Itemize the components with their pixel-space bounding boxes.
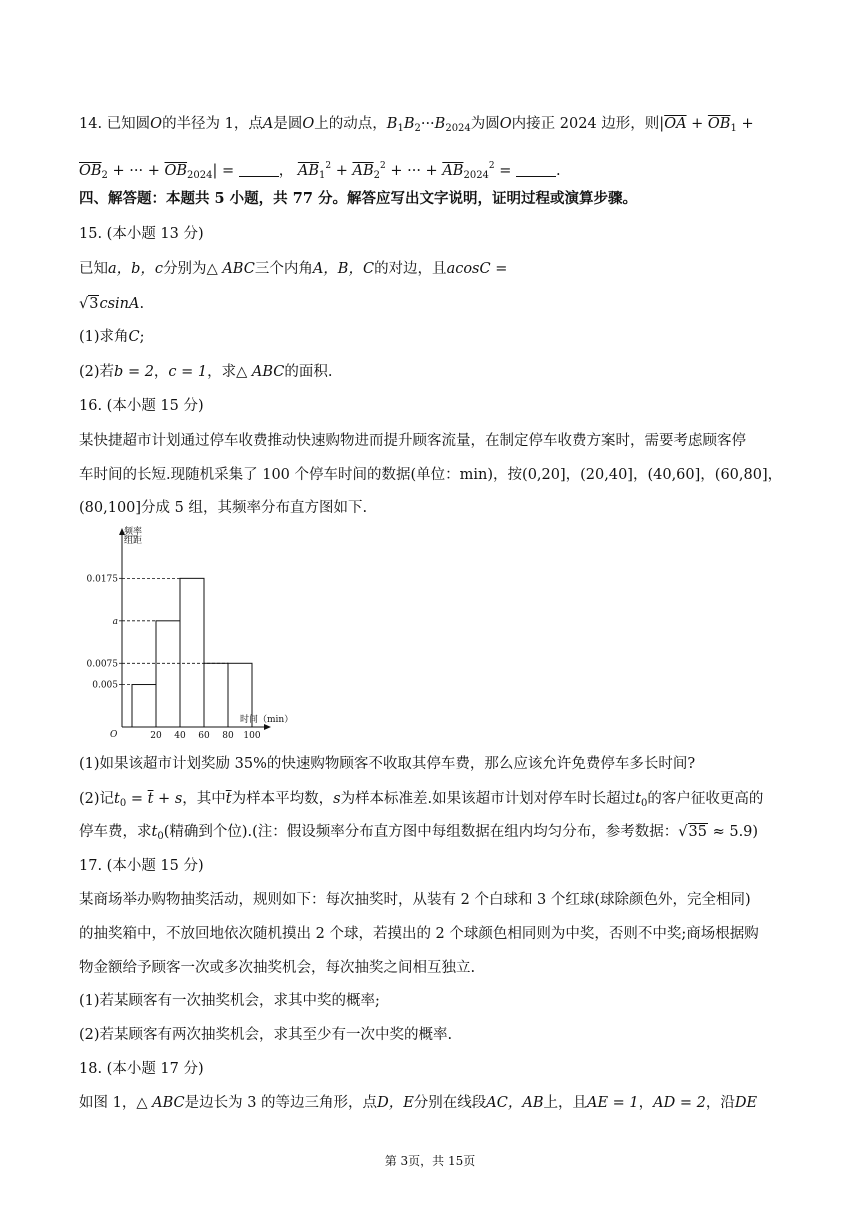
x-tick-label: 60 [198,731,210,741]
q16-part-2: (2)记$t_0 = \overline{t} + s$，其中$\overline{t}$为样本平均数，s为样本标准差.如果该超市计划对停车时长超过$t_0$的客户征收更高的 [79,791,764,809]
q16-line-5: 停车费，求$t_0$(精确到个位).(注：假设频率分布直方图中每组数据在组内均匀分布，参考数据：√35 ≈ 5.9) [79,824,759,842]
histogram-bar [180,578,204,727]
q18-line-1: 如图 1，△ ABC是边长为 3 的等边三角形，点D，E分别在线段AC，AB上，且AE = 1，AD = 2，沿DE [79,1095,758,1111]
page-footer: 第 3页，共 15页 [384,1154,476,1168]
histogram-axes [110,525,293,740]
x-tick-label: 100 [243,731,261,741]
q17-line-3: 物金额给予顾客一次或多次抽奖机会，每次抽奖之间相互独立. [79,960,476,976]
q17-heading: 17. (本小题 15 分) [79,858,204,874]
q15-part-2: (2)若b = 2，c = 1，求△ ABC的面积. [79,364,333,380]
q15-line-1: 已知a，b，c分别为△ ABC三个内角A，B，C的对边，且acosC = [79,261,508,277]
q16-line-3: (80,100]分成 5 组，其频率分布直方图如下. [79,500,368,516]
q17-line-1: 某商场举办购物抽奖活动，规则如下：每次抽奖时，从装有 2 个白球和 3 个红球(球除颜色外，完全相同) [79,892,751,908]
answer-blank-1 [239,162,279,177]
q16-line-2: 车时间的长短.现随机采集了 100 个停车时间的数据(单位：min)，按(0,20]，(20,40]，(40,60]，(60,80]， [79,467,783,483]
origin-label: O [110,730,118,740]
x-axis-label: 时间（min） [240,715,294,725]
section-heading: 四、解答题：本题共 5 小题，共 77 分。解答应写出文字说明，证明过程或演算步骤。 [79,190,637,207]
q15-part-1: (1)求角C; [79,329,145,345]
q16-heading: 16. (本小题 15 分) [79,398,204,414]
x-tick-label: 20 [150,731,162,741]
q14-line-2: $\overline{OB}_2$ + ··· + $\overline{OB}_{2024}|$ = ， $\overline{AB}_1^2 + \overline{AB}_2^2$ + ··· + $\overline{AB}_{2024}^2$ = . [79,161,561,181]
histogram-bar [204,663,228,727]
answer-blank-2 [516,162,556,177]
q17-part-2: (2)若某顾客有两次抽奖机会，求其至少有一次中奖的概率. [79,1027,453,1043]
histogram-bar [132,685,156,727]
q18-heading: 18. (本小题 17 分) [79,1061,204,1077]
y-tick-label: 0.0075 [86,659,118,670]
x-tick-label: 80 [222,731,234,741]
x-tick-label: 40 [174,731,186,741]
y-label-bottom: 组距 [124,536,143,546]
histogram-bar [156,621,180,727]
y-tick-label: 0.0175 [86,574,118,585]
histogram-bars [87,574,261,741]
y-label-top: 频率 [124,527,143,537]
q16-line-1: 某快捷超市计划通过停车收费推动快速购物进而提升顾客流量，在制定停车收费方案时，需要考虑顾客停 [79,433,746,449]
q17-part-1: (1)若某顾客有一次抽奖机会，求其中奖的概率; [79,993,380,1009]
y-tick-label: a [112,616,118,627]
frequency-histogram [86,522,302,742]
q16-part-1: (1)如果该超市计划奖励 35%的快速购物顾客不收取其停车费，那么应该允许免费停车多长时间? [79,756,696,772]
y-tick-label: 0.005 [92,680,118,691]
q15-line-2: √3csinA. [79,296,145,312]
q17-line-2: 的抽奖箱中，不放回地依次随机摸出 2 个球，若摸出的 2 个球颜色相同则为中奖，否则不中奖;商场根据购 [79,926,759,942]
q14-line-1: 14. 已知圆O的半径为 1，点A是圆O上的动点，$B_1B_2\cdot\cdot\cdot B_{2024}$为圆O内接正 2024 边形，则$|\overline{OA} + \overline{OB}_1$ + [79,116,754,134]
q15-heading: 15. (本小题 13 分) [79,226,204,242]
